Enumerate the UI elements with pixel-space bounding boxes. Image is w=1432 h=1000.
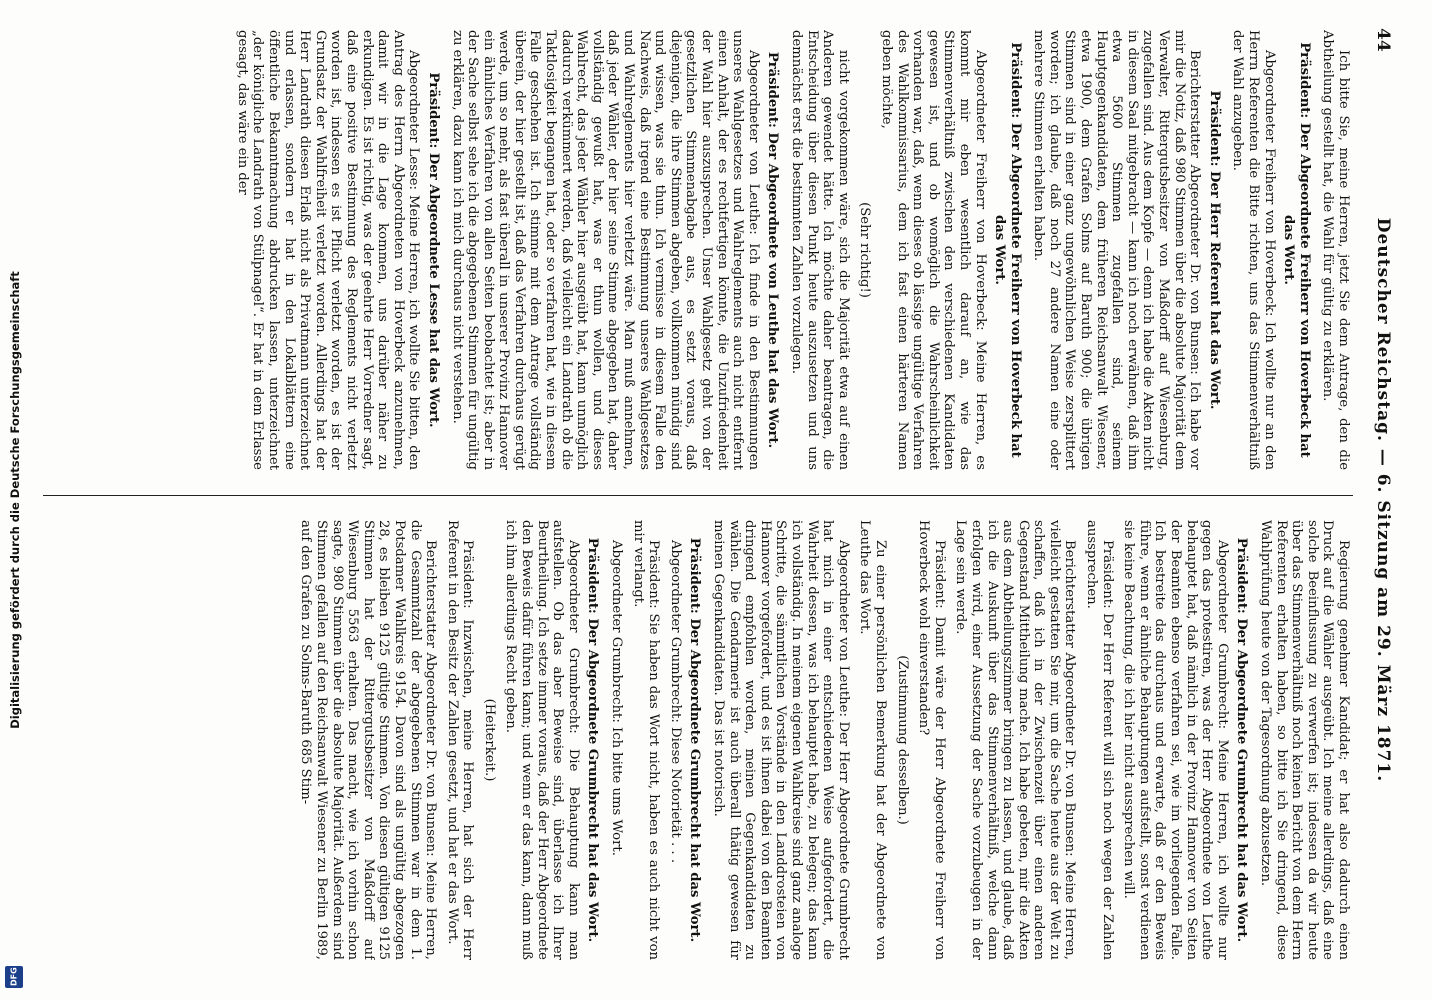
left-column	[51, 30, 1351, 470]
paragraph: Abgeordneter von Leuthe: Der Herr Abgeordnete Grumbrecht hat mich in einer entschiedenen Weise aufgefordert, die Wahrheit dessen, was ich behauptet habe, zu belegen; das kann ich vollständig. In meinem eigenen Wahlkreise sind ganz analoge Schritte, die sämmtlichen Vorstände in den Landdrosteien von Hannover vorgefordert, und es ist ihnen dabei von den Beamten dringend empfohlen worden, meinen Gegenkandidaten zu wählen. Die Gendarmerie ist auch überall thätig gewesen für meinen Gegenkandidaten. Das ist notorisch.	[711, 520, 851, 960]
paragraph: Abgeordneter Grumbrecht: Meine Herren, ich wollte nur gegen das protestiren, was der Herr Abgeordnete von Leuthe behauptet hat, daß nämlich in der Provinz Hannover von Seiten der Beamten ebenso verfahren sei, wie im vorliegenden Falle. Ich bestreite das durchaus und erwarte, daß er den Beweis führe, wenn er ähnliche Behauptungen aufstellt, sonst verdienen sie keine Beachtung, die ich hier nicht aussprechen will.	[1121, 520, 1230, 960]
paragraph: Präsident: Der Abgeordnete Grumbrecht hat das Wort.	[585, 537, 601, 943]
page-number: 44	[1373, 28, 1393, 52]
paragraph: Präsident: Der Abgeordnete Grumbrecht hat das Wort.	[1234, 537, 1250, 943]
paragraph: Präsident: Der Abgeordnete Lesse hat das Wort.	[425, 72, 441, 428]
paragraph: nicht vorgekommen wäre, sich die Majorität etwa auf einen Anderen gewendet hätte. Ich möchte daher beantragen, die Entscheidung über diesen Punkt heute auszusetzen und uns demnächst erst die bestimmten Zahlen vorzulegen.	[789, 30, 851, 470]
paragraph: (Zustimmung desselben.)	[894, 655, 910, 825]
paragraph: Präsident: Damit wäre der Herr Abgeordnete Freiherr von Hoverbeck wohl einverstanden?	[916, 520, 947, 960]
paragraph: Präsident: Der Herr Referent will sich noch wegen der Zahlen aussprechen.	[1084, 520, 1115, 960]
paragraph: Präsident: Der Abgeordnete Freiherr von Hoverbeck hat das Wort.	[992, 42, 1023, 458]
paragraph: Präsident: Sie haben das Wort nicht, haben es auch nicht von mir verlangt.	[630, 520, 662, 960]
page-title: Deutscher Reichstag. — 6. Sitzung am 29. März 1871.	[1373, 217, 1393, 783]
paragraph: Zu einer persönlichen Bemerkung hat der Abgeordnete von Leuthe das Wort.	[857, 520, 888, 960]
paragraph: Präsident: Der Herr Referent hat das Wort.	[1206, 90, 1222, 410]
paragraph: Abgeordneter Lesse: Meine Herren, ich wollte Sie bitten, den Antrag des Herrn Abgeordneten von Hoverbeck anzunehmen, damit wir in die Lage kommen, uns darüber näher zu erkundigen. Es ist richtig, was der geehrte Herr Vorredner sagt, daß eine positive Bestimmung des Reglements nicht verletzt worden ist, indessen es ist Pflicht verletzt worden, es ist der Grundsatz der Wahlfreiheit verletzt worden. Allerdings hat der Herr Landrath diesen Erlaß nicht als Privatmann unterzeichnet und erlassen, sondern er hat in den Lokalblättern eine öffentliche Bekanntmachung abdrucken lassen, unterzeichnet „der königliche Landrath von Stülpnagel“. Er hat in dem Erlasse gesagt, das wäre ein der	[234, 30, 422, 470]
dfg-logo: DFG	[5, 966, 23, 988]
paragraph: (Heiterkeit.)	[481, 698, 497, 782]
paragraph: Abgeordneter Grumbrecht: Diese Notorietät . . .	[667, 540, 683, 864]
paragraph: Regierung genehmer Kandidat; er hat also dadurch einen Druck auf die Wähler ausgeübt. Ich meine allerdings, daß eine solche Beeinflussung zu verwerfen ist; indessen da wir heute über das Stimmenverhältniß noch keinen Bericht von dem Herrn Referenten erhalten haben, so bitte ich Sie dringend, diese Wahlprüfung heute von der Tagesordnung abzusetzen.	[1258, 520, 1351, 960]
paragraph: Abgeordneter Freiherr von Hoverbeck: Meine Herren, es kommt mir eben wesentlich darauf an, wie das Stimmenverhältniß zwischen den verschiedenen Kandidaten gewesen ist, und ob womöglich die Wahrscheinlichkeit vorhanden war, daß, wenn dieses ob lässige ungültige Verfahren des Wahlkommissarius, dem ich fast einen härteren Namen geben möchte,	[878, 30, 988, 470]
paragraph: Berichterstatter Abgeordneter Dr. von Bunsen: Ich habe vor mir die Notiz, daß 980 Stimmen über die absolute Majorität dem Verwalter, Rittergutsbesitzer von Maßdorff auf Wiesenburg, zugefallen sind. Aus dem Kopfe — denn ich habe die Akten nicht in diesem Saal mitgebracht — kann ich noch erwähnen, daß ihm etwa 5600 Stimmen zugefallen sind, seinem Hauptgegenkandidaten, dem früheren Reichsanwalt Wiesener, etwa 1900, dem Grafen Solms auf Baruth 900; die übrigen Stimmen sind in einer ganz ungewöhnlichen Weise zersplittert worden; ich glaube, daß noch 27 andere Namen eine oder mehrere Stimmen erhalten haben.	[1031, 30, 1203, 470]
paragraph: Berichterstatter Abgeordneter Dr. von Bunsen: Meine Herren, vielleicht gestatten Sie mir, um die Sache heute aus der Welt zu schaffen, daß ich in der Zwischenzeit über einen anderen Gegenstand Mittheilung mache. Ich habe gebeten, mir die Akten aus dem Abtheilungszimmer bringen zu lassen, und glaube, daß ich die Auskunft über das Stimmenverhältniß, welche dann erfolgen wird, einer Aussetzung der Sache vorzubeugen in der Lage sein werde.	[953, 520, 1078, 960]
page-header	[1365, 20, 1393, 980]
paragraph: Abgeordneter Freiherr von Hoverbeck: Ich wollte nur an den Herrn Referenten die Bitte richten, uns das Stimmenverhältniß der Wahl anzugeben.	[1230, 30, 1277, 470]
paragraph: Abgeordneter Grumbrecht: Ich bitte ums Wort.	[609, 540, 625, 856]
paragraph: Abgeordneter Grumbrecht: Die Behauptung kann man aufstellen. Ob das aber Beweise sind, überlasse ich Ihrer Beurtheilung. Ich setze immer voraus, daß der Herr Abgeordnete den Beweis dafür führen kann; und wenn er das kann, dann muß ich ihm allerdings Recht geben.	[503, 520, 581, 960]
paragraph: Präsident: Der Abgeordnete Grumbrecht hat das Wort.	[687, 537, 703, 943]
paragraph: Abgeordneter von Leuthe: Ich finde in den Bestimmungen unseres Wahlgesetzes und Wahlreglements auch nicht entfernt einen Anhalt, der es rechtfertigen könnte, die Unzufriedenheit der Wahl hier auszusprechen. Unser Wahlgesetz geht von der gesetzlichen Stimmenabgabe aus, es setzt voraus, daß diejenigen, die ihre Stimmen abgeben, vollkommen mündig sind und wissen, was sie thun. Ich vermisse in diesem Falle den Nachweis, daß irgend eine Bestimmung unseres Wahlgesetzes und Wahlreglements hier verletzt wäre. Man muß annehmen, daß jeder Wähler, der hier seine Stimme abgegeben hat, daher vollständig gewußt hat, was er thun wollen, und dieses Wahlrecht, das jeder Wähler hier ausgeübt hat, kann unmöglich dadurch verkümmert werden, daß vielleicht ein Landrath ob die Taktlosigkeit begangen hat, oder so verfahren hat, wie in diesem Falle geschehen ist. Ich stimme mit dem Antrage vollständig überein, der hier gestellt ist, daß das Verfahren durchaus gerügt werde, um so mehr, als fast überall in unserer Provinz Hannover ein ähnliches Verfahren von allen Seiten beobachtet ist; aber in der Sache selbst sehe ich die abgegebenen Stimmen für ungültig zu erklären, dazu kann ich mich durchaus nicht verstehen.	[449, 30, 761, 470]
paragraph: Präsident: Inzwischen, meine Herren, hat sich der Herr Referent in den Besitz der Zahlen gesetzt, und hat er das Wort.	[444, 520, 476, 960]
paragraph: Ich bitte Sie, meine Herren, jetzt Sie dem Antrage, den die Abtheilung gestellt hat, die Wahl für gültig zu erklären.	[1320, 30, 1351, 470]
column-divider	[43, 495, 1353, 496]
page-content	[21, 20, 1411, 980]
digitization-credit: Digitalisierung gefördert durch die Deutsche Forschungsgemeinschaft	[8, 271, 22, 729]
right-column	[51, 520, 1351, 960]
paragraph: Präsident: Der Abgeordnete Freiherr von Hoverbeck hat das Wort.	[1281, 42, 1312, 458]
paragraph: Präsident: Der Abgeordnete von Leuthe hat das Wort.	[765, 51, 781, 449]
paragraph: (Sehr richtig!)	[857, 202, 873, 298]
rotated-page	[21, 20, 1411, 980]
paragraph: Berichterstatter Abgeordneter Dr. von Bunsen: Meine Herren, die Gesammtzahl der abgegebenen Stimmen war in dem 1. Potsdamer Wahlkreis 9154. Davon sind als ungültig abgezogen 28, es bleiben 9125 gültige Stimmen. Von diesen gültigen 9125 Stimmen hat der Rittergutsbesitzer von Maßdorff auf Wiesenburg 5563 erhalten. Das macht, wie ich vorhin schon sagte, 980 Stimmen über die absolute Majorität. Außerdem sind Stimmen gefallen auf den Reichsanwalt Wiesener zu Berlin 1989, auf den Grafen zu Solms-Baruth 685 Stim-	[298, 520, 439, 960]
